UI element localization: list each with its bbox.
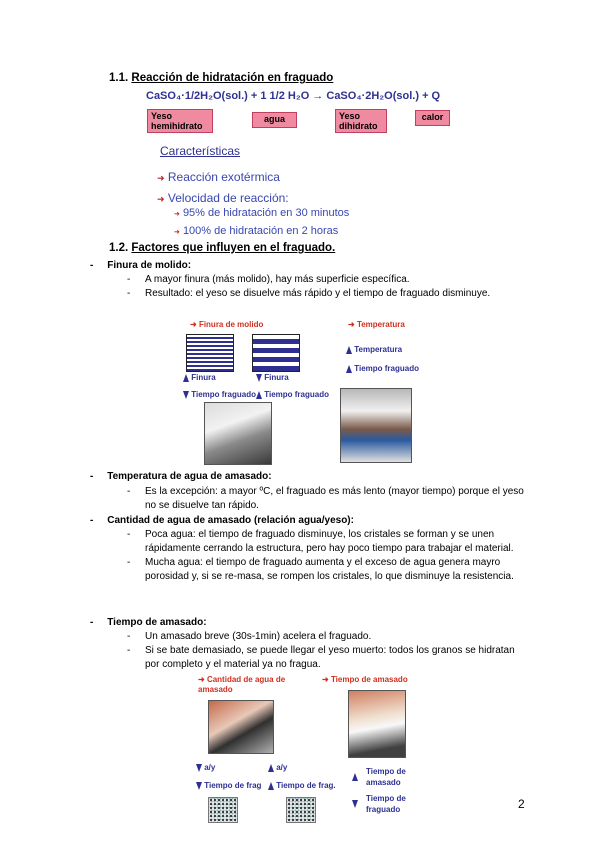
plaster-powder-photo [204, 402, 272, 465]
arrow-up-icon [346, 346, 352, 354]
fig-finura-title: ➜ Finura de molido [190, 320, 264, 329]
box-yeso-hemihidrato: Yeso hemihidrato [147, 109, 213, 133]
sub-characteristic-item: ➜ 95% de hidratación en 30 minutos [174, 207, 350, 219]
characteristic-item: ➜ Velocidad de reacción: [157, 191, 289, 205]
mixing-worker-photo [348, 690, 406, 758]
list-item: - Mucha agua: el tiempo de fraguado aumenta y el exceso de agua genera mayro porosidad y, si se re-masa, se rompen los cristales, lo que disminuye la resistencia. [127, 557, 514, 582]
section-number: 1.2. [109, 242, 129, 254]
fig-tiempo-fraguado-label: Tiempo de fraguado [352, 793, 432, 815]
arrow-up-icon [183, 374, 189, 382]
list-item: - Resultado: el yeso se disuelve más rápido y el tiempo de fraguado disminuye. [127, 288, 491, 299]
fig-ay-left-labels: a/y Tiempo de frag [196, 759, 261, 795]
fig-tiempo-amasado-label: Tiempo de amasado [352, 766, 432, 788]
list-item: - Poca agua: el tiempo de fraguado disminuye, los cristales se forman y se unen rápidamente cerrando la estructura, pero hay poco tiempo para trabajar el material. [127, 529, 514, 554]
fig-tiempo-title: ➜ Tiempo de amasado [322, 675, 408, 684]
tiempo-heading: - Tiempo de amasado: [90, 617, 207, 628]
hydration-equation: CaSO₄·1/2H₂O(sol.) + 1 1/2 H₂O → CaSO₄·2H₂O(sol.) + Q [146, 90, 441, 102]
arrow-up-icon [268, 764, 274, 772]
thermometer-worker-photo [340, 388, 412, 463]
sub-characteristic-item: ➜ 100% de hidratación en 2 horas [174, 225, 339, 237]
page-number: 2 [518, 797, 525, 811]
arrow-down-icon [352, 800, 358, 808]
fine-grid-image [186, 334, 234, 372]
characteristic-item: ➜ Reacción exotérmica [157, 170, 280, 184]
red-arrow-icon: ➜ [198, 675, 205, 684]
arrow-up-icon [256, 391, 262, 399]
section-number: 1.1. [109, 72, 129, 84]
red-bullet-icon: ➜ [157, 194, 165, 204]
arrow-up-icon [346, 365, 352, 373]
section-title: Reacción de hidratación en fraguado [131, 72, 334, 84]
red-arrow-icon: ➜ [348, 320, 355, 329]
fig-finura-left-labels: Finura Tiempo fraguado [183, 369, 256, 403]
list-item: - Es la excepción: a mayor ºC, el fraguado es más lento (mayor tiempo) porque el yeso no se disuelve tan rápido. [127, 486, 524, 511]
arrow-up-icon [352, 773, 358, 781]
arrow-down-icon [256, 374, 262, 382]
fig-finura-right-labels: Finura Tiempo fraguado [256, 369, 329, 403]
box-yeso-dihidrato: Yeso dihidrato [335, 109, 387, 133]
section-1-1-heading [109, 72, 333, 84]
arrow-down-icon [196, 782, 202, 790]
finura-heading: - Finura de molido: [90, 260, 192, 271]
mixing-bucket-photo [208, 700, 274, 754]
fig-ay-right-labels: a/y Tiempo de frag. [268, 759, 336, 795]
fig-temperatura-labels: Temperatura Tiempo fraguado [346, 340, 419, 378]
fig-cantidad-title: ➜ Cantidad de agua de amasado [198, 675, 286, 694]
cantidad-heading: - Cantidad de agua de amasado (relación agua/yeso): [90, 515, 354, 526]
box-calor: calor [415, 110, 450, 126]
crystal-texture-image-1 [208, 797, 238, 823]
crystal-texture-image-2 [286, 797, 316, 823]
cantidad-list [127, 528, 531, 584]
red-arrow-icon: ➜ [322, 675, 329, 684]
list-item: - A mayor finura (más molido), hay más superficie específica. [127, 274, 410, 285]
tiempo-list [127, 630, 531, 672]
arrow-up-icon [268, 782, 274, 790]
characteristics-list [157, 167, 289, 209]
arrow-down-icon [196, 764, 202, 772]
section-1-2-heading [109, 242, 335, 254]
red-arrow-icon: ➜ [190, 320, 197, 329]
list-item: - Si se bate demasiado, se puede llegar el yeso muerto: todos los granos se hidratan por completo y el material ya no fragua. [127, 645, 515, 670]
list-item: - Un amasado breve (30s-1min) acelera el fraguado. [127, 631, 372, 642]
sub-characteristics-list [174, 205, 349, 241]
section-title: Factores que influyen en el fraguado. [131, 242, 336, 254]
fig-temperatura-title: ➜ Temperatura [348, 320, 405, 329]
coarse-grid-image [252, 334, 300, 372]
box-agua: agua [252, 112, 297, 128]
characteristics-title: Características [160, 144, 241, 158]
temperatura-heading: - Temperatura de agua de amasado: [90, 471, 272, 482]
finura-list [127, 273, 527, 301]
red-bullet-icon: ➜ [174, 211, 180, 218]
arrow-down-icon [183, 391, 189, 399]
temperatura-list [127, 485, 531, 513]
red-bullet-icon: ➜ [174, 229, 180, 236]
red-bullet-icon: ➜ [157, 173, 165, 183]
